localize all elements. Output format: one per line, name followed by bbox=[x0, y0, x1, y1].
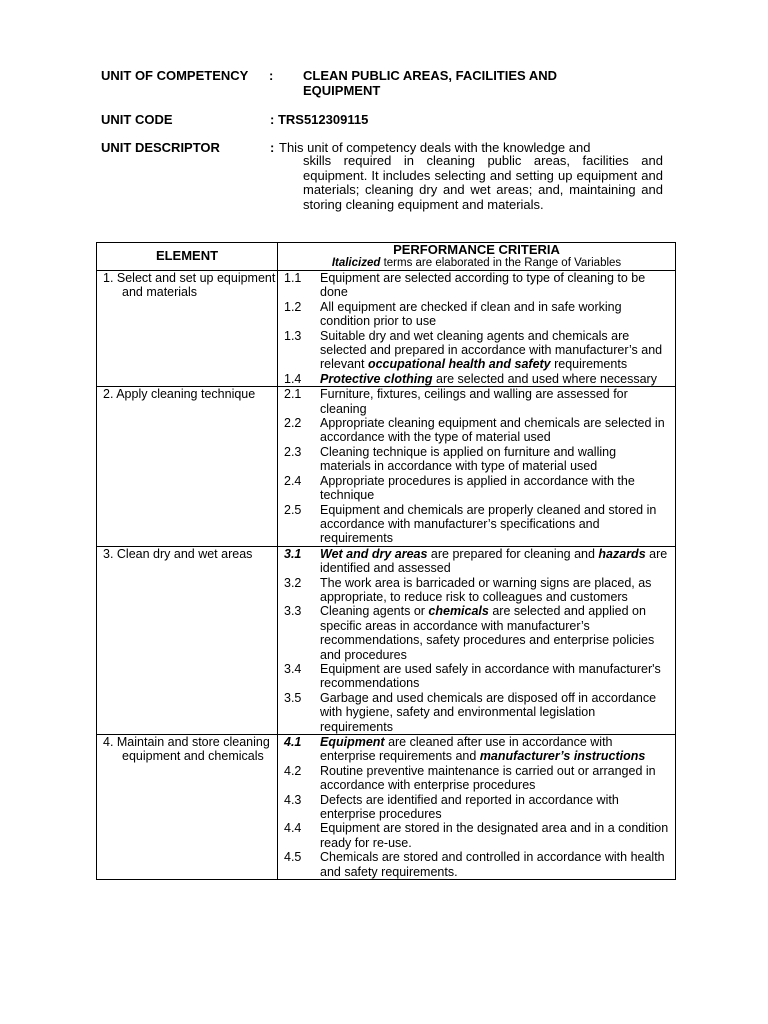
criterion-text-part: Appropriate cleaning equipment and chemicals are selected in accordance with the type of material used bbox=[320, 416, 665, 445]
criterion-text bbox=[320, 850, 675, 879]
criterion bbox=[278, 387, 675, 416]
criterion-text-part: Routine preventive maintenance is carried out or arranged in accordance with enterprise procedures bbox=[320, 763, 656, 793]
unit-of-competency-value-line2: EQUIPMENT bbox=[303, 83, 381, 98]
criterion-number: 4.1 bbox=[284, 735, 302, 749]
criterion-text bbox=[320, 503, 675, 546]
italicized-note-rest: terms are elaborated in the Range of Variables bbox=[380, 257, 622, 269]
unit-of-competency-label: UNIT OF COMPETENCY bbox=[101, 68, 249, 83]
criterion-text-part: are prepared for cleaning and bbox=[427, 546, 599, 561]
element-column-header: ELEMENT bbox=[97, 243, 278, 271]
element-title: 2. Apply cleaning technique bbox=[103, 387, 256, 402]
unit-code-value: : TRS512309115 bbox=[270, 112, 369, 127]
criterion-number: 4.5 bbox=[284, 850, 302, 865]
criterion-text bbox=[320, 691, 675, 734]
criteria-cell bbox=[278, 387, 676, 546]
criterion-number: 1.4 bbox=[284, 371, 302, 386]
element-row bbox=[97, 546, 676, 734]
criterion bbox=[278, 604, 675, 662]
unit-of-competency-value-line1: CLEAN PUBLIC AREAS, FACILITIES AND bbox=[303, 68, 557, 83]
criterion-text bbox=[320, 271, 675, 300]
criterion-text-part: Furniture, fixtures, ceilings and walling are assessed for cleaning bbox=[320, 387, 628, 416]
criterion-text bbox=[320, 300, 675, 329]
criterion bbox=[278, 372, 675, 386]
criterion-text-part: Appropriate procedures is applied in accordance with the technique bbox=[320, 473, 635, 503]
element-row bbox=[97, 735, 676, 880]
element-cell bbox=[97, 735, 278, 880]
criterion bbox=[278, 329, 675, 372]
criterion-number: 4.4 bbox=[284, 821, 302, 836]
criterion-text bbox=[320, 372, 675, 386]
element-title: 4. Maintain and store cleaning equipment and chemicals bbox=[103, 735, 270, 764]
criterion-number: 2.5 bbox=[284, 502, 302, 517]
criterion-text-part: are selected and used where necessary bbox=[432, 371, 657, 386]
criterion-text-part: Garbage and used chemicals are disposed off in accordance with hygiene, safety and environmental legislation requirements bbox=[320, 690, 657, 734]
criterion-text bbox=[320, 329, 675, 372]
criterion-text bbox=[320, 474, 675, 503]
range-variable-term: Equipment bbox=[320, 735, 385, 749]
criterion-text-part: are cleaned after use in accordance with enterprise requirements and bbox=[320, 735, 613, 764]
criterion bbox=[278, 503, 675, 546]
criterion bbox=[278, 850, 675, 879]
range-variable-term: occupational health and safety bbox=[367, 357, 551, 372]
criteria-cell bbox=[278, 546, 676, 734]
range-variable-term: manufacturer’s instructions bbox=[479, 749, 646, 764]
criterion-text bbox=[320, 445, 675, 474]
criterion bbox=[278, 821, 675, 850]
criterion-number: 1.3 bbox=[284, 328, 302, 343]
criterion-text bbox=[320, 416, 675, 445]
performance-criteria-header bbox=[278, 243, 676, 271]
range-variable-term: hazards bbox=[598, 546, 646, 561]
criterion-text-part: Cleaning agents or bbox=[320, 604, 429, 619]
criterion-number: 1.1 bbox=[284, 271, 302, 285]
criterion-number: 3.3 bbox=[284, 604, 302, 619]
italicized-word: Italicized bbox=[331, 257, 381, 269]
criterion bbox=[278, 735, 675, 764]
criteria-cell bbox=[278, 271, 676, 387]
criterion-text-part: Suitable dry and wet cleaning agents and chemicals are selected and prepared in accordance with manufacturer’s and relevant bbox=[320, 328, 663, 372]
criterion-text bbox=[320, 604, 675, 662]
criterion-text bbox=[320, 576, 675, 605]
criterion bbox=[278, 764, 675, 793]
criterion bbox=[278, 547, 675, 576]
element-cell bbox=[97, 546, 278, 734]
criteria-cell bbox=[278, 735, 676, 880]
criterion-number: 1.2 bbox=[284, 299, 302, 314]
criterion-text-part: Defects are identified and reported in accordance with enterprise procedures bbox=[320, 792, 619, 822]
criterion bbox=[278, 793, 675, 822]
criterion-text-part: requirements bbox=[550, 357, 628, 372]
criterion-number: 3.5 bbox=[284, 690, 302, 705]
criterion bbox=[278, 576, 675, 605]
criterion-text-part: Equipment and chemicals are properly cleaned and stored in accordance with manufacturer’s specifications and requirements bbox=[320, 502, 657, 546]
criterion-text bbox=[320, 387, 675, 416]
range-variable-term: Wet and dry areas bbox=[320, 546, 428, 561]
criterion bbox=[278, 691, 675, 734]
criterion-number: 2.1 bbox=[284, 387, 302, 402]
criterion bbox=[278, 271, 675, 300]
criterion-text-part: Equipment are stored in the designated area and in a condition ready for re-use. bbox=[320, 821, 669, 850]
element-title: 3. Clean dry and wet areas bbox=[103, 546, 253, 561]
criterion bbox=[278, 474, 675, 503]
competency-table bbox=[96, 242, 676, 880]
criterion-number: 2.2 bbox=[284, 416, 302, 431]
criterion-text bbox=[320, 764, 675, 793]
unit-code-label: UNIT CODE bbox=[101, 112, 173, 127]
criterion-text-part: are selected and applied on specific areas in accordance with manufacturer’s recommendations, safety procedures and enterprise policies and procedures bbox=[320, 604, 655, 662]
criterion-text-part: Equipment are used safely in accordance with manufacturer's recommendations bbox=[320, 661, 661, 691]
criterion-number: 3.4 bbox=[284, 661, 302, 676]
criterion-number: 4.2 bbox=[284, 763, 302, 778]
element-cell bbox=[97, 387, 278, 546]
criterion bbox=[278, 662, 675, 691]
unit-of-competency-colon: : bbox=[269, 68, 274, 83]
criterion-number: 2.3 bbox=[284, 444, 302, 459]
criterion-text bbox=[320, 547, 675, 576]
criterion-text-part: Cleaning technique is applied on furniture and walling materials in accordance with type of material used bbox=[320, 444, 617, 474]
criterion-text-part: Chemicals are stored and controlled in accordance with health and safety requirements. bbox=[320, 850, 665, 879]
criterion-text bbox=[320, 821, 675, 850]
unit-descriptor-label: UNIT DESCRIPTOR bbox=[101, 140, 220, 155]
criterion-number: 4.3 bbox=[284, 792, 302, 807]
italicized-note bbox=[278, 257, 675, 270]
criterion-text-part: The work area is barricaded or warning signs are placed, as appropriate, to reduce risk to colleagues and customers bbox=[320, 575, 652, 604]
criterion bbox=[278, 445, 675, 474]
criterion-text-part: are identified and assessed bbox=[320, 546, 668, 576]
criterion-number: 3.1 bbox=[284, 546, 302, 561]
criterion-text bbox=[320, 793, 675, 822]
unit-descriptor-first-line: This unit of competency deals with the knowledge and bbox=[279, 140, 591, 155]
criterion-text bbox=[320, 662, 675, 691]
performance-criteria-title: PERFORMANCE CRITERIA bbox=[393, 242, 560, 257]
range-variable-term: chemicals bbox=[428, 604, 489, 619]
unit-descriptor-colon: : bbox=[270, 140, 275, 155]
element-cell bbox=[97, 271, 278, 387]
range-variable-term: Protective clothing bbox=[320, 371, 433, 386]
element-row bbox=[97, 387, 676, 546]
element-row bbox=[97, 271, 676, 387]
criterion-text bbox=[320, 735, 675, 764]
element-title: 1. Select and set up equipment and materials bbox=[103, 271, 276, 300]
criterion-number: 3.2 bbox=[284, 575, 302, 590]
criterion-text-part: All equipment are checked if clean and in safe working condition prior to use bbox=[320, 299, 622, 329]
unit-descriptor-text: skills required in cleaning public areas, facilities and equipment. It includes selecting and setting up equipment and materials; cleaning dry and wet areas; and, maintaining and storing cleaning equipment and materials. bbox=[303, 153, 663, 212]
criterion bbox=[278, 416, 675, 445]
criterion bbox=[278, 300, 675, 329]
criterion-text-part: Equipment are selected according to type of cleaning to be done bbox=[320, 271, 646, 300]
criterion-number: 2.4 bbox=[284, 473, 302, 488]
